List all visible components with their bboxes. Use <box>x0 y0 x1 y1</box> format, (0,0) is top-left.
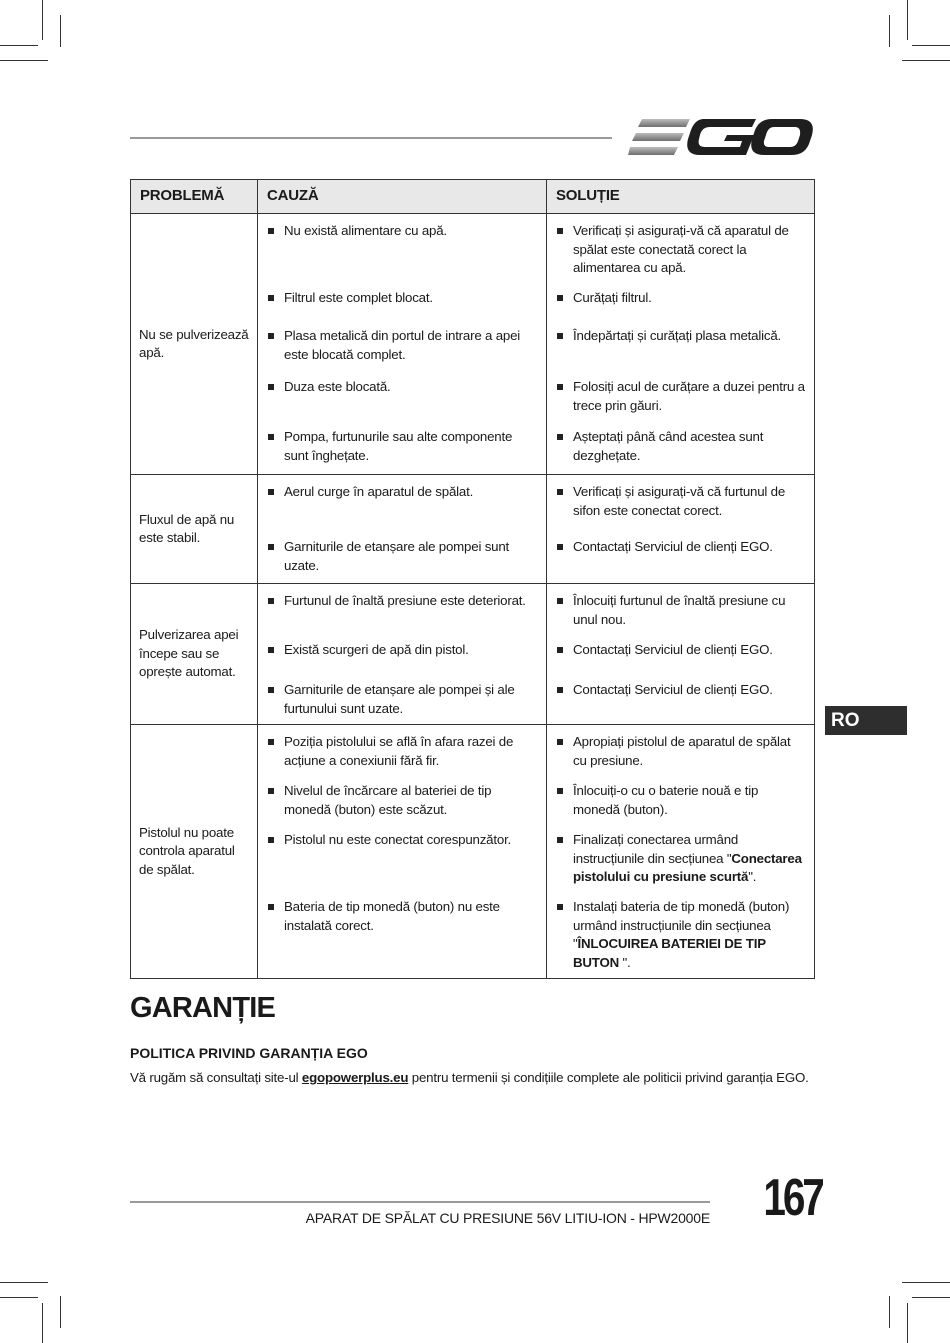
cause-item: Bateria de tip monedă (buton) nu este instalată corect. <box>266 898 538 935</box>
header-cause: CAUZĂ <box>258 180 547 214</box>
ego-logo <box>628 116 813 158</box>
cause-item: Pistolul nu este conectat corespunzător. <box>266 831 538 898</box>
cause-item: Duza este blocată. <box>266 378 538 428</box>
solution-cell <box>547 725 815 979</box>
solution-item: Verificați și asigurați-vă că aparatul de spălat este conectată corect la alimentarea cu apă. <box>555 222 806 289</box>
cause-item: Nu există alimentare cu apă. <box>266 222 538 289</box>
crop-mark <box>0 60 48 61</box>
crop-mark <box>889 15 890 47</box>
cause-item: Garniturile de etanșare ale pompei sunt uzate. <box>266 538 538 575</box>
solution-item: Apropiați pistolul de aparatul de spălat cu presiune. <box>555 733 806 782</box>
header-rule <box>130 137 612 139</box>
table-row <box>131 584 815 725</box>
crop-mark <box>907 0 908 40</box>
solution-item: Curățați filtrul. <box>555 289 806 327</box>
table-row <box>131 214 815 475</box>
crop-mark <box>912 45 950 46</box>
footer-product-title: APARAT DE SPĂLAT CU PRESIUNE 56V LITIU-ION - HPW2000E <box>305 1210 710 1226</box>
solution-item: Folosiți acul de curățare a duzei pentru a trece prin găuri. <box>555 378 806 428</box>
cause-item: Aerul curge în aparatul de spălat. <box>266 483 538 538</box>
solution-item: Instalați bateria de tip monedă (buton) urmând instrucțiunile din secțiunea "ÎNLOCUIREA BATERIEI DE TIP BUTON ". <box>555 898 806 972</box>
problem-cell: Nu se pulverizează apă. <box>131 214 258 475</box>
crop-mark <box>42 0 43 40</box>
page-number: 167 <box>763 1169 822 1227</box>
troubleshooting-table <box>130 179 815 979</box>
cause-item: Există scurgeri de apă din pistol. <box>266 641 538 681</box>
crop-mark <box>912 1297 950 1298</box>
cause-cell <box>258 214 547 475</box>
table-row <box>131 725 815 979</box>
solution-item: Verificați și asigurați-vă că furtunul de sifon este conectat corect. <box>555 483 806 538</box>
cause-item: Nivelul de încărcare al bateriei de tip monedă (buton) este scăzut. <box>266 782 538 831</box>
header-problem: PROBLEMĂ <box>131 180 258 214</box>
cause-item: Pompa, furtunurile sau alte componente sunt înghețate. <box>266 428 538 465</box>
solution-item: Contactați Serviciul de clienți EGO. <box>555 681 806 700</box>
crop-mark <box>0 1297 38 1298</box>
section-title-guarantee: GARANȚIE <box>130 992 276 1024</box>
solution-cell <box>547 584 815 725</box>
footer-rule <box>130 1201 710 1203</box>
solution-item: Contactați Serviciul de clienți EGO. <box>555 538 806 557</box>
solution-cell <box>547 214 815 475</box>
solution-item: Contactați Serviciul de clienți EGO. <box>555 641 806 681</box>
cause-item: Furtunul de înaltă presiune este deteriorat. <box>266 592 538 641</box>
solution-item: Finalizați conectarea urmând instrucțiunile din secțiunea "Conectarea pistolului cu presiune scurtă". <box>555 831 806 898</box>
crop-mark <box>0 45 38 46</box>
crop-mark <box>889 1296 890 1328</box>
crop-mark <box>907 1303 908 1343</box>
problem-cell: Pistolul nu poate controla aparatul de spălat. <box>131 725 258 979</box>
solution-item: Înlocuiți-o cu o baterie nouă e tip monedă (buton). <box>555 782 806 831</box>
crop-mark <box>0 1282 48 1283</box>
table-row <box>131 475 815 584</box>
table-header-row <box>131 180 815 214</box>
solution-item: Îndepărtați și curățați plasa metalică. <box>555 327 806 378</box>
cause-item: Filtrul este complet blocat. <box>266 289 538 327</box>
cause-cell <box>258 584 547 725</box>
policy-title: POLITICA PRIVIND GARANȚIA EGO <box>130 1045 368 1061</box>
header-solution: SOLUȚIE <box>547 180 815 214</box>
crop-mark <box>902 1282 950 1283</box>
website-link[interactable]: egopowerplus.eu <box>301 1070 409 1085</box>
solution-cell <box>547 475 815 584</box>
cause-item: Garniturile de etanșare ale pompei și ale furtunului sunt uzate. <box>266 681 538 718</box>
solution-item: Așteptați până când acestea sunt dezghețate. <box>555 428 806 465</box>
crop-mark <box>60 1296 61 1328</box>
crop-mark <box>902 60 950 61</box>
policy-text: Vă rugăm să consultați site-ul egopowerplus.eu pentru termenii și condițiile complete ale politicii privind garanția EGO. <box>130 1070 809 1085</box>
crop-mark <box>42 1303 43 1343</box>
cause-cell <box>258 725 547 979</box>
cause-item: Poziția pistolului se află în afara razei de acțiune a conexiunii fără fir. <box>266 733 538 782</box>
crop-mark <box>60 15 61 47</box>
cause-cell <box>258 475 547 584</box>
solution-item: Înlocuiți furtunul de înaltă presiune cu unul nou. <box>555 592 806 641</box>
language-tab: RO <box>825 706 907 735</box>
problem-cell: Pulverizarea apei începe sau se oprește automat. <box>131 584 258 725</box>
cause-item: Plasa metalică din portul de intrare a apei este blocată complet. <box>266 327 538 378</box>
problem-cell: Fluxul de apă nu este stabil. <box>131 475 258 584</box>
